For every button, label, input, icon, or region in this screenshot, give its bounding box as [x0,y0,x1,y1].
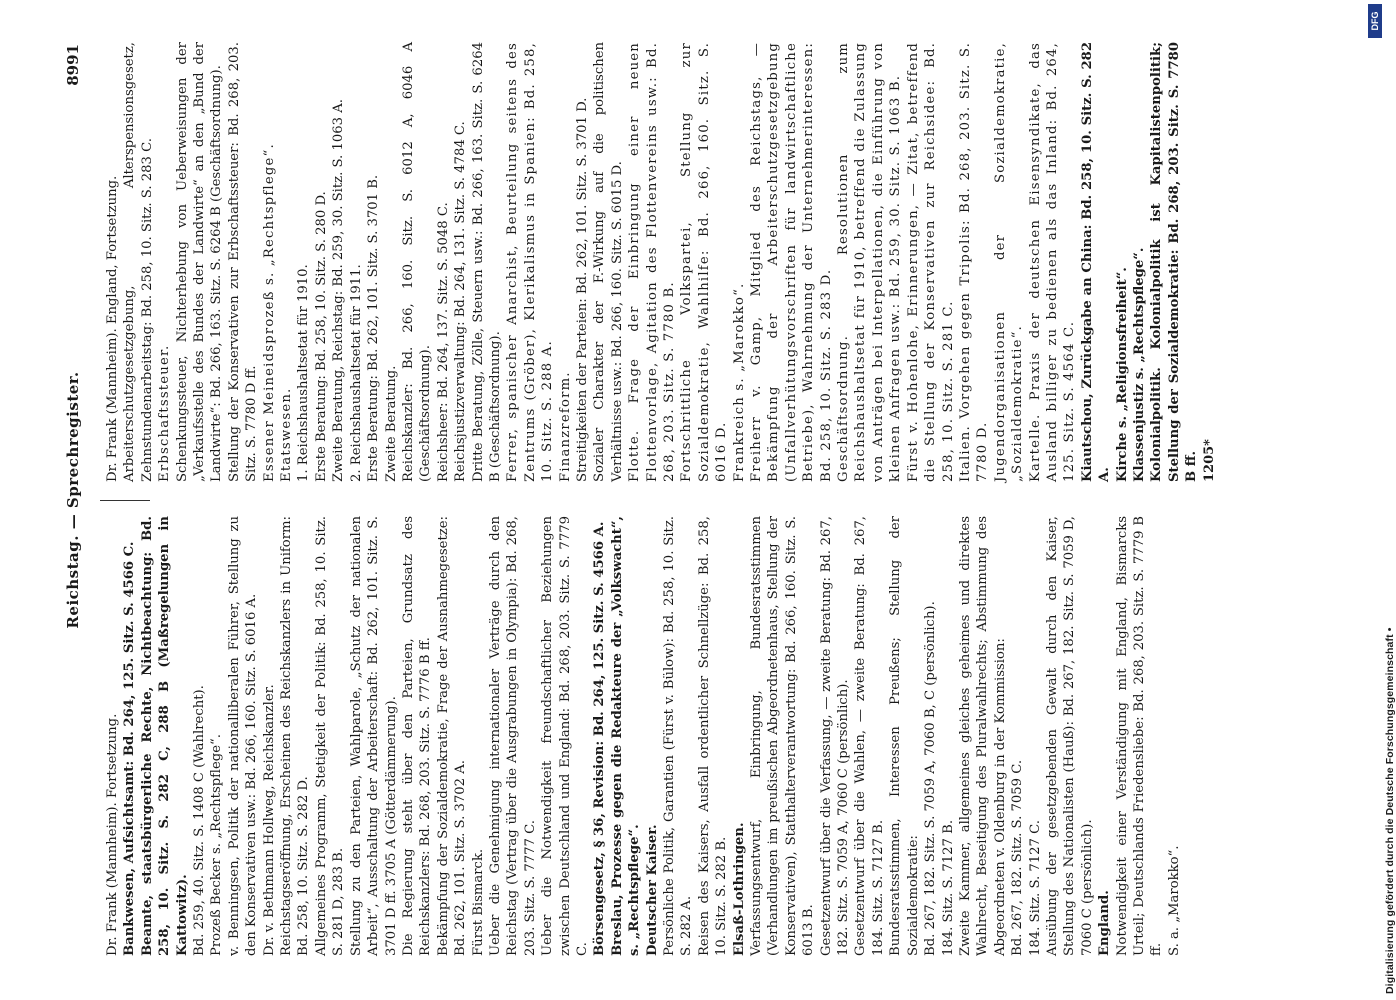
list-item: Persönliche Politik, Garantien (Fürst v. Bülow): Bd. 258, 10. Sitz. S. 282 A. [662,516,695,956]
list-item: Arbeiterschutzgesetzgebung, Alterspensionsgesetz, Zehnstundenarbeitstag: Bd. 258, 10. Sitz. S. 283 C. [122,42,155,482]
list-item: Gesetzentwurf über die Verfassung, — zweite Beratung: Bd. 267, 182. Sitz. S. 7059 A, 7060 C (persönlich). [818,516,852,956]
list-item: Ueber die Genehmigung internationaler Verträge durch den Reichstag (Vertrag über die Ausgrabungen in Olympia): Bd. 268, 203. Sitz. S. 7777 C. [487,516,538,956]
dfg-logo [1368,4,1382,38]
list-item: Finanzreform. [557,371,573,482]
list-item: Erbschaftssteuer. [157,344,173,482]
digitization-credit [1350,0,1396,1000]
list-item: Notwendigkeit einer Verständigung mit England, Bismarcks Urteil; Deutschlands Friedensliebe: Bd. 268, 203. Sitz. S. 7779 B ff. [1114,516,1165,956]
dfg-logo-text: DFG [1370,11,1380,31]
list-item: Bd. 267, 182. Sitz. S. 7059 A, 7060 B, C (persönlich). [923,601,939,956]
page-title: Reichstag. — Sprechregister. [64,371,82,629]
list-item: Kiautschou, Zurückgabe an China: Bd. 258, 10. Sitz. S. 282 A. [1079,42,1113,482]
list-item: Ausübung der gesetzgebenden Gewalt durch den Kaiser, Stellung des Nationalisten (Hauß): Bd. 267, 182. Sitz. S. 7059 D, 7060 C (persönlich). [1044,516,1095,956]
list-item: Reichstagseröffnung, Erscheinen des Reichskanzlers in Uniform: Bd. 258, 10. Sitz. S. 282 D. [279,516,312,956]
list-item: Kirche s. „Religionsfreiheit“. [1114,267,1130,482]
list-item: 1. Reichshaushaltsetat für 1910. [296,264,312,482]
list-item: Stellung der Konservativen zur Erbschaftssteuer: Bd. 268, 203. Sitz. S. 7780 D ff. [226,42,260,482]
list-item: 184. Sitz. S. 7127 B. [940,819,956,956]
signature-mark: 1205* [1201,439,1217,482]
entry-head: Dr. Frank (Mannheim). England, Fortsetzung. [105,175,120,482]
list-item: Zweite Beratung, Reichstag: Bd. 259, 30. Sitz. S. 1063 A. [331,99,347,482]
right-column [104,42,1218,482]
list-item: Zweite Beratung. [383,365,399,482]
column-divider [100,500,150,501]
list-item: Ferrer, spanischer Anarchist, Beurteilung seitens des Zentrums (Gröber), Klerikalismus in Spanien: Bd. 258, 10. Sitz. S. 288 A. [505,42,556,482]
list-item: Prozeß Becker s. „Rechtspflege“. [209,734,225,956]
list-item: Etatswesen. [279,387,295,482]
list-item: Breslau, Prozesse gegen die Redakteure der „Volkswacht“, s. „Rechtspflege“. [609,516,643,956]
list-item: Reisen des Kaisers, Ausfall ordentlicher Schnellzüge: Bd. 258, 10. Sitz. S. 282 B. [696,516,730,956]
list-item: Bd. 267, 182. Sitz. S. 7059 C. [1010,759,1026,956]
list-item: Bekämpfung der Sozialdemokratie, Frage der Ausnahmegesetze: Bd. 262, 101. Sitz. S. 3702 A. [435,516,469,956]
list-item: Reichskanzler: Bd. 266, 160. Sitz. S. 6012 A, 6046 A (Geschäftsordnung). [400,42,434,482]
list-item: Bundesratsstimmen, Interessen Preußens; Stellung der Sozialdemokratie: [888,516,921,956]
page-number: 8991 [64,44,82,86]
list-item: England. [1097,890,1113,956]
list-item: Geschäftsordnung. Resolutionen zum Reichshaushaltsetat für 1910, betreffend die Zulassung von Anträgen bei Interpellationen, die Einführung von kleinen Anfragen usw.: Bd. 259, 30. Sitz. S. 1063 B. [836,42,904,482]
list-item: Fortschrittliche Volkspartei, Stellung zur Sozialdemokratie, Wahlhilfe: Bd. 266, 160. Sitz. S. 6016 D. [679,42,730,482]
list-item: Zweite Kammer, allgemeines gleiches geheimes und direktes Wahlrecht, Beseitigung des Pluralwahlrechts; Abstimmung des Abgeordneten v. Oldenburg in der Kommission: [957,516,1008,956]
list-item: Flotte. Frage der Einbringung einer neuen Flottenvorlage, Agitation des Flottenvereins usw.: Bd. 268, 203. Sitz. S. 7780 B. [627,42,677,482]
list-item: Reichsjustizverwaltung: Bd. 264, 131. Sitz. S. 4784 C. [453,121,469,482]
list-item: Fürst v. Hohenlohe, Erinnerungen, — Zitat, betreffend die Stellung der Konservativen zur Reichsidee: Bd. 258, 10. Sitz. S. 281 C. [905,42,956,482]
list-item: Frankreich s. „Marokko“. [731,282,747,482]
list-item: S. a. „Marokko“. [1166,845,1182,956]
list-item: Gesetzentwurf über die Wahlen, — zweite Beratung: Bd. 267, 184. Sitz. S. 7127 B. [853,516,886,956]
list-item: Jugendorganisationen der Sozialdemokratie, „Sozialdemokratie“. [992,42,1026,482]
list-item: Essener Meineidsprozeß s. „Rechtspflege“. [261,143,277,482]
list-item: Deutscher Kaiser. [644,824,660,956]
list-item: Bd. 259, 40. Sitz. S. 1408 C (Wahlrecht). [192,685,208,956]
list-item: Reichsheer: Bd. 264, 137. Sitz. S. 5048 C. [435,202,451,482]
list-item: Dr. v. Bethmann Hollweg, Reichskanzler. [261,684,277,956]
page-header [60,40,90,960]
list-item: Beamte, staatsbürgerliche Rechte, Nichtbeachtung: Bd. 258, 10. Sitz. S. 282 C, 288 B (Maßregelungen in Kattowitz). [139,516,190,956]
list-item: Kolonialpolitik. Kolonialpolitik ist Kapitalistenpolitik; Stellung der Sozialdemokratie: Bd. 268, 203. Sitz. S. 7780 B ff. [1149,42,1200,482]
list-item: Dritte Beratung, Zölle, Steuern usw.: Bd. 266, 163. Sitz. S. 6264 B (Geschäftsordnung). [470,42,503,482]
list-item: Erste Beratung: Bd. 258, 10. Sitz. S. 280 D. [313,191,329,482]
rotated-page [60,40,1340,960]
list-item: Allgemeines Programm, Stetigkeit der Politik: Bd. 258, 10. Sitz. S. 281 D, 283 B. [313,516,347,956]
list-item: Stellung zu den Parteien, Wahlparole, „Schutz der nationalen Arbeit“, Ausschaltung der Arbeiterschaft: Bd. 262, 101. Sitz. S. 3701 D ff. 3705 A (Götterdämmerung). [348,516,399,956]
list-item: Schenkungssteuer, Nichterhebung von Ueberweisungen der „Verkaufsstelle des Bundes der Landwirte“ an den „Bund der Landwirte“: Bd. 266, 163. Sitz. S. 6264 B (Geschäftsordnung). [174,42,225,482]
credit-text: Digitalisierung gefördert durch die Deutsche Forschungsgemeinschaft • [1384,627,1396,994]
list-item: Die Regierung steht über den Parteien, Grundsatz des Reichskanzlers: Bd. 268, 203. Sitz. S. 7776 B ff. [400,516,434,956]
list-item: 2. Reichshaushaltsetat für 1911. [348,264,364,482]
list-item: Börsengesetz, § 36, Revision: Bd. 264, 125. Sitz. S. 4566 A. [592,521,608,956]
list-item: Erste Beratung: Bd. 262, 101. Sitz. S. 3701 B. [366,174,382,482]
list-item: Italien. Vorgehen gegen Tripolis: Bd. 268, 203. Sitz. S. 7780 D. [957,42,991,482]
list-item: 184. Sitz. S. 7127 C. [1027,820,1043,956]
list-item: Kartelle. Praxis der deutschen Eisensyndikate, das Ausland billiger zu bedienen als das Inland: Bd. 264, 125. Sitz. S. 4564 C. [1027,42,1078,482]
list-item: Elsaß-Lothringen. [731,822,747,956]
list-item: v. Benningsen, Politik der nationalliberalen Führer, Stellung zu den Konservativen usw.: Bd. 266, 160. Sitz. S. 6016 A. [226,516,260,956]
list-item: Verfassungsentwurf, Einbringung, Bundesratsstimmen (Verhandlungen im preußischen Abgeordnetenhaus, Stellung der Konservativen), Statthalterverantwortung: Bd. 266, 160. Sitz. S. 6013 B. [749,516,817,956]
list-item: Bankwesen, Aufsichtsamt: Bd. 264, 125. Sitz. S. 4566 C. [122,541,138,956]
list-item: Klassenjustiz s. „Rechtspflege“. [1131,247,1147,482]
left-column [104,516,1183,956]
list-item: Fürst Bismarck. [470,848,486,956]
list-item: Sozialer Charakter der F.-Wirkung auf die politischen Verhältnisse usw.: Bd. 266, 160. Sitz. S. 6015 D. [592,42,625,482]
list-item: Streitigkeiten der Parteien: Bd. 262, 101. Sitz. S. 3701 D. [574,97,590,482]
list-item: Freiherr v. Gamp, Mitglied des Reichstags, — Bekämpfung der Arbeiterschutzgesetzgebung (Unfallverhütungsvorschriften für landwirtschaftliche Betriebe), Wahrnehmung der Unternehmerinteressen: Bd. 258, 10. Sitz. S. 283 D. [749,42,834,482]
entry-head: Dr. Frank (Mannheim). Fortsetzung. [105,713,120,956]
list-item: Ueber die Notwendigkeit freundschaftlicher Beziehungen zwischen Deutschland und England: Bd. 268, 203. Sitz. S. 7779 C. [540,516,590,956]
